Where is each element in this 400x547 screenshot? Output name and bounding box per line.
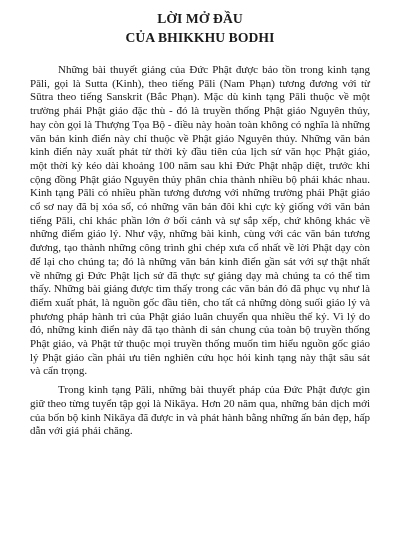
heading-line-2: CỦA BHIKKHU BODHI (125, 30, 275, 45)
paragraph: Trong kinh tạng Pāli, những bài thuyết pháp của Đức Phật được gìn giữ theo từng tuyển tập gọi là Nikāya. Hơn 20 năm qua, những bản dịch mới của bốn bộ kinh Nikāya đã được in và phát hành bằng những ấn bản đẹp, hấp dẫn với giá phải chăng. (30, 384, 371, 438)
heading-line-1: LỜI MỞ ĐẦU (157, 11, 243, 26)
paragraph: Những bài thuyết giảng của Đức Phật được bảo tồn trong kinh tạng Pāli, gọi là Sutta (Kinh), theo tiếng Pāli (Nam Phạn) tương đương với từ Sūtra theo tiếng Sanskrit (Bắc Phạn). Mặc dù kinh tạng Pāli thuộc về một trường phái Phật giáo đặc thù - đó là truyền thống Phật giáo Nguyên thủy, hay còn gọi là Thượng Tọa Bộ - điều này hoàn toàn không có nghĩa là những văn bản kinh điển này chỉ thuộc về Phật giáo Nguyên thủy. Những văn bản kinh điển này xuất phát từ thời kỳ đầu tiên của lịch sử văn học Phật giáo, một thời kỳ kéo dài khoảng 100 năm sau khi Đức Phật nhập diệt, trước khi cộng đồng Phật giáo Nguyên thủy phân chia thành nhiều bộ phái khác nhau. Kinh tạng Pāli có nhiều phần tương đương với những trường phái Phật giáo cổ sơ nay đã bị xóa sổ, có những văn bản đôi khi cực kỳ giống với văn bản tiếng Pāli, chỉ khác phần lớn ở bối cảnh và sự sắp xếp, chứ không khác về những điểm giáo lý. Như vậy, những bài kinh, cùng với các văn bản tương đương, tạo thành những công trình ghi chép xưa cổ nhất về lời Phật dạy còn để lại cho chúng ta; đó là những văn bản kinh điển gần sát với sự thật nhất về những gì Đức Phật lịch sử đã thực sự giảng dạy mà chúng ta có thể tìm thấy. Những bài giảng được tìm thấy trong các văn bản đó đã phục vụ như là điểm xuất phát, là nguồn gốc đầu tiên, cho tất cả những dòng suối giáo lý và phương pháp hành trì của Phật giáo luân chuyển qua nhiều thế kỷ. Vì lý do đó, những kinh điển này đã tạo thành di sản chung của toàn bộ truyền thống Phật giáo, và Phật tử thuộc mọi truyền thống muốn tìm hiểu nguồn gốc giáo lý Phật giáo cần phải ưu tiên nghiên cứu học hỏi kinh tạng này thật sâu sát và cẩn trọng. (30, 64, 370, 378)
document-body (30, 64, 370, 439)
